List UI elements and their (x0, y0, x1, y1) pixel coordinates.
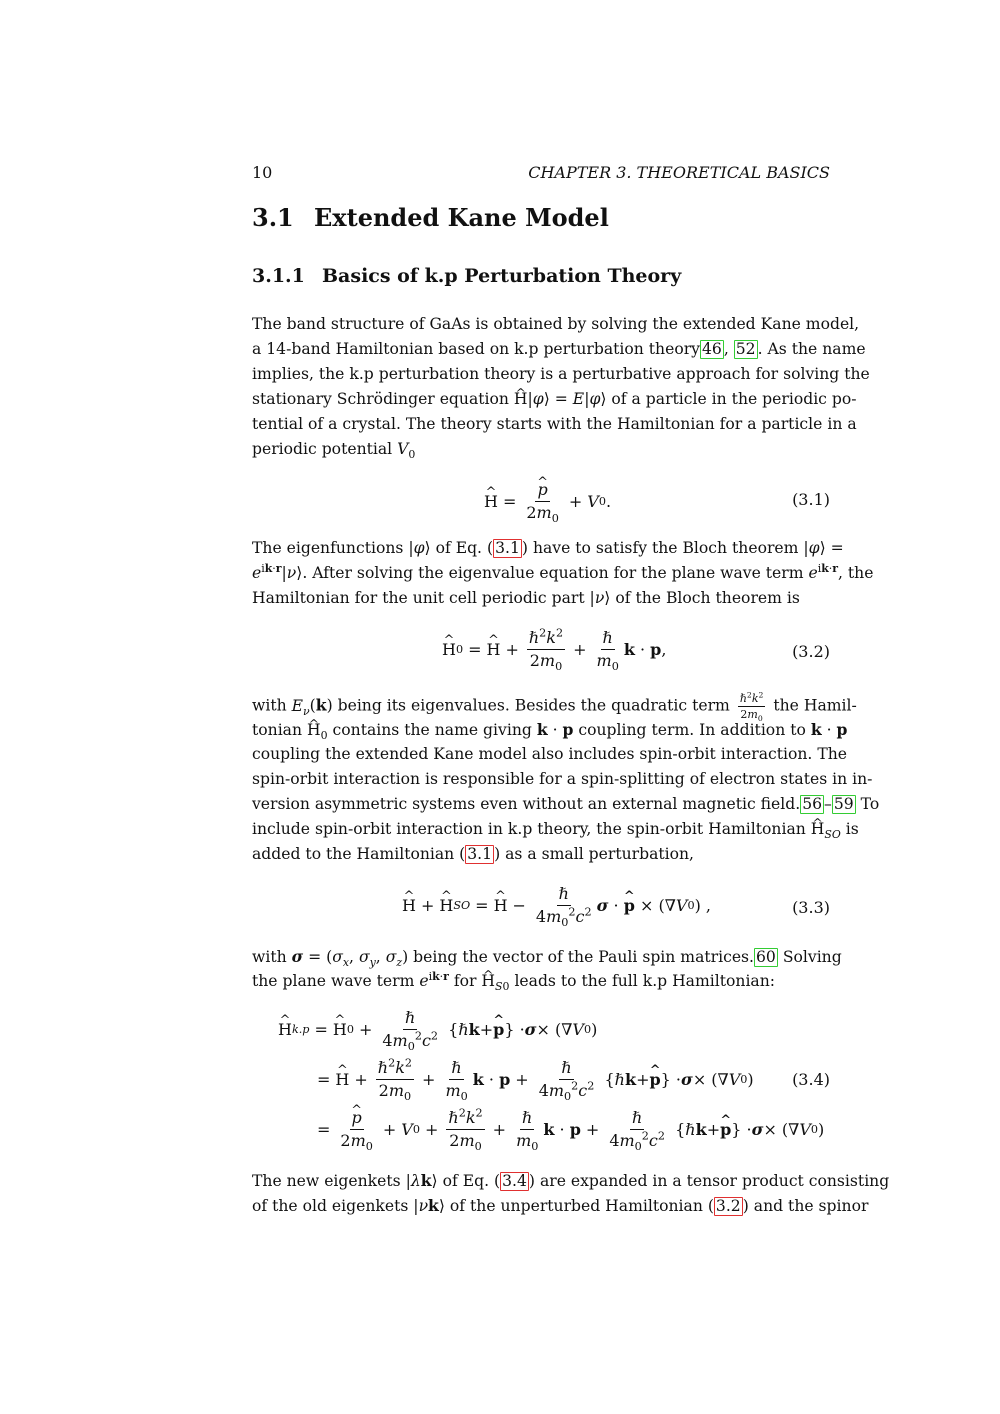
equation-3-2: ^ H 0 = ^ H + $\frac{\hbar^2k^2}{2m_0}$ + $\frac{\text{ℏ}}{m_0}$ k · p , (3.2) (252, 628, 830, 676)
text-line: include spin-orbit interaction in k.p theory, the spin-orbit Hamiltonian ^ $H_{SO}$ is (252, 817, 830, 842)
text-line: the plane wave term $e^{ik\cdot r}$ for ^ $H_{S0}$ leads to the full k.p Hamiltonian: (252, 969, 830, 994)
citation-link[interactable]: 56 (802, 795, 823, 813)
subsection-number: 3.1.1 (252, 265, 305, 287)
equation-number: (3.2) (792, 642, 830, 661)
text-line: stationary Schrödinger equation ^ H|φ⟩ = E|φ⟩ of a particle in the periodic po- (252, 387, 830, 412)
text-line: with $E_\nu(k)$ being its eigenvalues. Besides the quadratic term $\frac{\hbar^2k^2}{2m_0}$ the Hamil- (252, 690, 857, 724)
citation-link[interactable]: 60 (756, 948, 776, 966)
section-number: 3.1 (252, 203, 294, 232)
equation-link[interactable]: 3.4 (502, 1172, 527, 1190)
citation-link[interactable]: 46 (702, 340, 722, 358)
paragraph-eigenkets (252, 1168, 890, 1218)
text-line: of the old eigenkets |νk⟩ of the unperturbed Hamiltonian ( 3.2 ) and the spinor (252, 1196, 869, 1215)
text-line: Hamiltonian for the unit cell periodic part |ν⟩ of the Bloch theorem is (252, 589, 800, 607)
text-line: implies, the k.p perturbation theory is a perturbative approach for solving the (252, 365, 870, 383)
equation-3-3: ^ H + ^ H SO = ^ H − $\frac{\text{ℏ}}{4m_0^2c^2}$ σ · ^ p × (∇ V 0 ) , (3.3) (252, 884, 830, 932)
paragraph-pauli (252, 944, 842, 994)
equation-link[interactable]: 3.1 (495, 539, 520, 557)
text-line: spin-orbit interaction is responsible for a spin-splitting of electron states in in- (252, 770, 873, 788)
paragraph-spin-orbit (252, 690, 880, 867)
text-line: tential of a crystal. The theory starts with the Hamiltonian for a particle in a (252, 415, 857, 433)
citation-link[interactable]: 59 (833, 795, 854, 813)
text-line: with $\sigma = (\sigma_x$, $\sigma_y$, $\sigma_z$) being the vector of the Pauli spin matrices. 60 Solving (252, 947, 842, 970)
text-line: coupling the extended Kane model also includes spin-orbit interaction. The (252, 745, 848, 763)
text-line: The band structure of GaAs is obtained by solving the extended Kane model, (252, 315, 860, 333)
citation-link[interactable]: 52 (735, 340, 756, 358)
equation-3-1: ^ H = ^ $\frac{p}{2m_0}$ + V 0 . (3.1) (252, 480, 830, 524)
text-line: version asymmetric systems even without an external magnetic field. 56 – 59 To (252, 795, 880, 813)
text-line: The new eigenkets |λk⟩ of Eq. ( 3.4 ) are expanded in a tensor product consisting (252, 1171, 890, 1190)
text-line: periodic potential $V_0$ (252, 440, 416, 462)
equation-link[interactable]: 3.2 (715, 1197, 741, 1215)
text-line: tonian ^ $H_0$ contains the name giving k · p coupling term. In addition to k · p (252, 717, 830, 742)
page-number: 10 (252, 163, 273, 182)
equation-link[interactable]: 3.1 (467, 845, 493, 863)
equation-number: (3.4) (792, 1070, 830, 1089)
section-heading (252, 203, 609, 232)
subsection-title: Basics of k.p Perturbation Theory (322, 265, 682, 287)
running-header (252, 163, 830, 185)
equation-number: (3.3) (792, 898, 830, 917)
text-line: added to the Hamiltonian ( 3.1 ) as a small perturbation, (252, 845, 695, 863)
section-title: Extended Kane Model (314, 203, 609, 232)
paragraph-bloch (252, 536, 874, 611)
running-head: CHAPTER 3. THEORETICAL BASICS (528, 163, 830, 182)
equation-number: (3.1) (792, 490, 830, 509)
equation-3-4: ^ H k.p = ^ H 0 + $\frac{\text{ℏ}}{4m_0^2c^2}$ {ℏ k + ^ p } · σ × (∇ V 0 ) = ^ H + $\frac{\hbar^2k^2}{2m_0}$ + $\frac{\text{ℏ}}{m_0}$ k · p + $\frac{\text{ℏ}}{4m_0^2c^2}$ {ℏ k + ^ p } · σ × (∇ V 0 ) = ^ $\frac{p}{2m_0}$ + V 0 + $\frac{\hbar^2k^2}{2m_0}$ + $\frac{\text{ℏ}}{m_0}$ k · p + $\frac{\text{ℏ}}{4m_0^2c^2}$ {ℏ k + ^ p } · σ × (∇ V 0 ) (3.4) (252, 1008, 830, 1158)
paragraph-intro (252, 312, 870, 462)
text-line: $e^{ik\cdot r}|\nu⟩$. After solving the eigenvalue equation for the plane wave term $e^{ik\cdot r}$, the (252, 561, 874, 582)
text-line: The eigenfunctions |φ⟩ of Eq. ( 3.1 ) have to satisfy the Bloch theorem |φ⟩ = (252, 539, 844, 557)
subsection-heading (252, 265, 681, 287)
text-line: a 14-band Hamiltonian based on k.p perturbation theory 46 , 52 . As the name (252, 340, 866, 358)
